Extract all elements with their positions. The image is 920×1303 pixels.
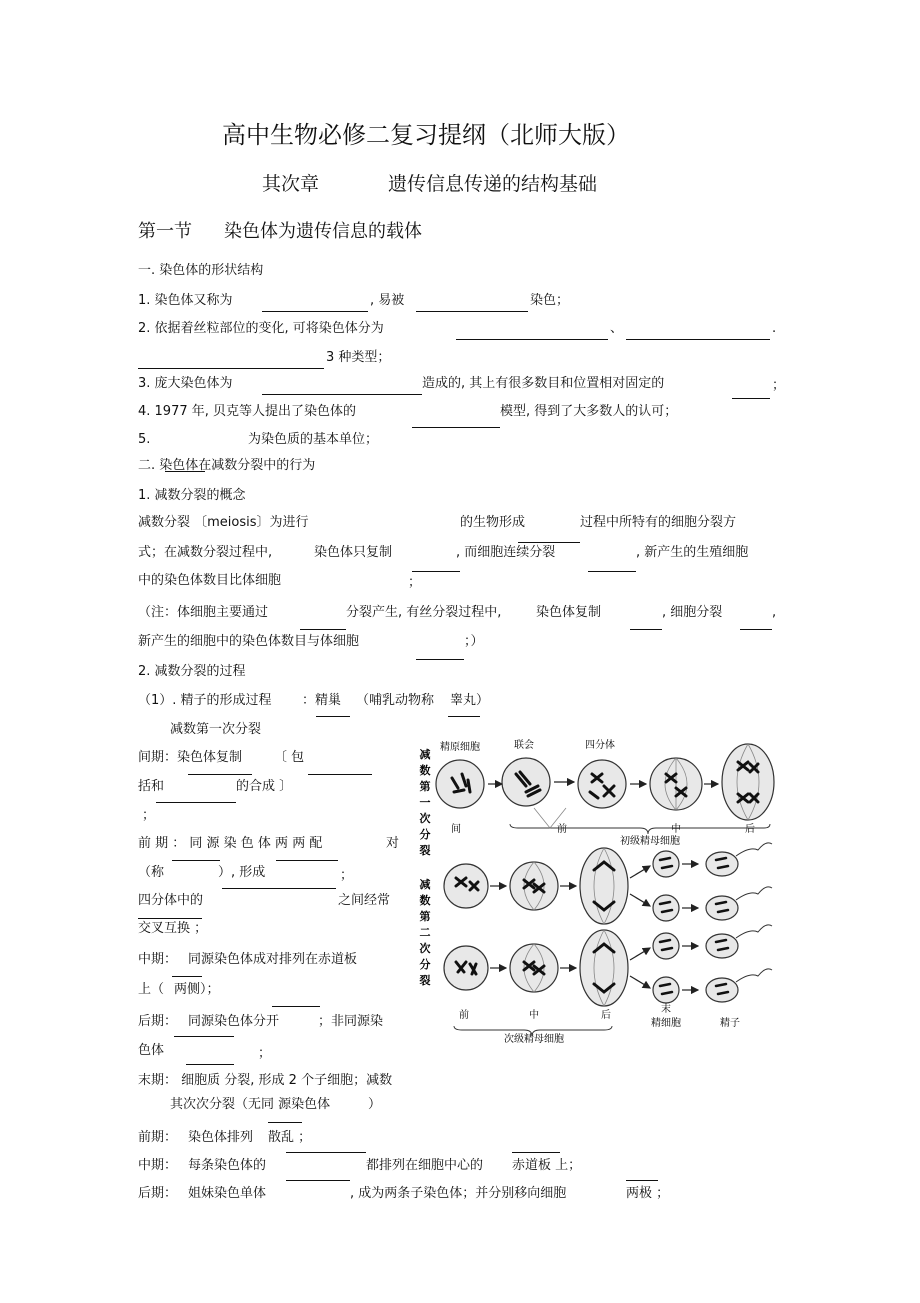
blank: [448, 716, 480, 717]
q4-text-a: 4. 1977 年, 贝克等人提出了染色体的: [138, 404, 357, 419]
q2-text-b: 、: [610, 321, 624, 336]
arrow: [630, 894, 650, 906]
blank: [416, 311, 528, 312]
blank: [512, 1152, 560, 1153]
sperm-bottom-2: [706, 969, 772, 1002]
prophase1-h: 交叉互换 ；: [138, 921, 208, 936]
q2-text-d: 3 种类型；: [326, 350, 391, 365]
concept-line2-a: 式；在减数分裂过程中,: [138, 545, 273, 560]
prophase1-c: （称: [138, 865, 165, 880]
spermatid-bottom-1: [653, 933, 679, 959]
metaphase2-c: 都排列在细胞中心的: [366, 1158, 484, 1173]
q1-text-b: , 易被: [370, 293, 405, 308]
chapter-label: 其次章: [262, 173, 320, 195]
blank: [300, 629, 346, 630]
cell-anaphase2-top: [580, 848, 628, 924]
row2-label-char: 二: [419, 926, 431, 939]
prophase1-g: 之间经常: [338, 893, 391, 908]
arrow: [630, 866, 650, 878]
interphase-c: 括和: [138, 779, 165, 794]
blank: [262, 394, 422, 395]
concept-heading: 1. 减数分裂的概念: [138, 488, 246, 503]
blank: [138, 368, 324, 369]
row2-label-char: 分: [419, 958, 431, 971]
blank: [740, 629, 772, 630]
note-line1-d: , 细胞分裂: [662, 605, 723, 620]
blank: [186, 1064, 234, 1065]
telophase1: 末期： 细胞质 分裂, 形成 2 个子细胞；减数: [138, 1073, 393, 1088]
note-line1-b: 分裂产生, 有丝分裂过程中,: [346, 605, 502, 620]
metaphase2-a: 中期：: [138, 1158, 178, 1173]
sperm-top-1: [706, 843, 772, 876]
process-heading: 2. 减数分裂的过程: [138, 664, 246, 679]
concept-line1-b: 的生物形成: [460, 515, 526, 530]
blank: [222, 888, 336, 889]
sperm-label: 精子: [720, 1018, 740, 1029]
blank: [286, 1180, 350, 1181]
brace: [510, 824, 770, 834]
row1-label-char: 次: [419, 812, 431, 825]
section-label: 第一节: [138, 221, 192, 242]
arrow: [630, 976, 650, 988]
q5-text-a: 5.: [138, 432, 151, 447]
blank: [272, 1006, 320, 1007]
sperm-process-d: 睾丸）: [450, 693, 490, 708]
blank: [626, 1180, 658, 1181]
prophase1-e: ；: [340, 868, 354, 883]
anaphase1-e: ；: [258, 1046, 272, 1061]
concept-line1-c: 过程中所特有的细胞分裂方: [580, 515, 737, 530]
page-title: 高中生物必修二复习提纲（北师大版）: [222, 121, 630, 149]
second-division-heading: 其次次分裂（无同 源染色体: [170, 1097, 331, 1112]
blank: [172, 976, 202, 977]
stage-label: 前: [459, 1010, 469, 1021]
anaphase2-d: 两极 ；: [626, 1186, 670, 1201]
row2-label-char: 减: [419, 878, 431, 891]
note-line2-b: ；）: [464, 634, 484, 649]
blank: [316, 716, 350, 717]
metaphase1-d: 两侧）；: [174, 982, 220, 997]
anaphase1-d: 色体: [138, 1043, 165, 1058]
blank: [276, 860, 338, 861]
row1-label-char: 数: [419, 764, 431, 777]
label-spermatogonium: 精原细胞: [440, 742, 480, 753]
cell-synapsis: [502, 758, 550, 806]
second-division-end: ）: [368, 1097, 382, 1112]
q3-text-c: ；: [772, 378, 786, 393]
stage-label: 后: [601, 1010, 611, 1021]
interphase-b: 〔 包: [274, 750, 305, 765]
q2-text-a: 2. 依据着丝粒部位的变化, 可将染色体分为: [138, 321, 384, 336]
q4-text-b: 模型, 得到了大多数人的认可；: [500, 404, 678, 419]
prophase1-d: ）, 形成: [218, 865, 266, 880]
sperm-process-b: ：精巢: [302, 693, 342, 708]
blank: [518, 542, 580, 543]
blank: [588, 571, 636, 572]
spermatid-top-1: [653, 851, 679, 877]
prophase2-c: 散乱 ；: [268, 1130, 312, 1145]
blank: [156, 802, 236, 803]
stage-label: 中: [529, 1010, 539, 1021]
blank: [286, 1152, 366, 1153]
metaphase1-b: 同源染色体成对排列在赤道板: [188, 952, 358, 967]
prophase1-b: 对: [386, 836, 400, 851]
stage-label: 后: [745, 824, 755, 835]
q3-text-b: 造成的, 其上有很多数目和位置相对固定的: [422, 376, 665, 391]
q5-text-b: 为染色质的基本单位；: [248, 432, 379, 447]
stage-label: 前: [557, 824, 567, 835]
concept-line2-d: , 新产生的生殖细胞: [636, 545, 749, 560]
prophase2-b: 染色体排列: [188, 1130, 254, 1145]
spermatid-label: 精细胞: [651, 1018, 681, 1029]
row2-caption: 次级精母细胞: [504, 1034, 564, 1045]
section-name: 染色体为遗传信息的载体: [224, 221, 422, 242]
row2-label-char: 第: [419, 910, 431, 923]
label-tetrad: 四分体: [585, 740, 615, 751]
blank: [138, 918, 202, 919]
spermatid-bottom-2: [653, 977, 679, 1003]
blank: [172, 860, 220, 861]
blank: [732, 398, 770, 399]
note-line1-c: 染色体复制: [536, 605, 602, 620]
chapter-name: 遗传信息传递的结构基础: [388, 173, 598, 195]
q3-text-a: 3. 庞大染色体为: [138, 376, 233, 391]
concept-line3-a: 中的染色体数目比体细胞: [138, 573, 282, 588]
prophase1-f: 四分体中的: [138, 893, 204, 908]
row2-label-char: 裂: [419, 974, 431, 987]
blank: [412, 571, 460, 572]
row1-caption: 初级精母细胞: [620, 836, 680, 847]
interphase-a: 间期：染色体复制: [138, 750, 243, 765]
stage-label: 间: [451, 824, 461, 835]
blank: [262, 311, 368, 312]
note-line2-a: 新产生的细胞中的染色体数目与体细胞: [138, 634, 360, 649]
cell-prophase2-top: [444, 864, 488, 908]
anaphase2-a: 后期：: [138, 1186, 178, 1201]
spermatid-top-2: [653, 895, 679, 921]
concept-line1-a: 减数分裂 〔meiosis〕为进行: [138, 515, 309, 530]
row1-label-char: 裂: [419, 844, 431, 857]
blank: [456, 339, 608, 340]
metaphase1-c: 上（: [138, 982, 165, 997]
note-line1-a: （注：体细胞主要通过: [138, 605, 269, 620]
sperm-bottom-1: [706, 925, 772, 958]
q1-text-c: 染色；: [530, 293, 570, 308]
cell-metaphase1: [650, 758, 702, 810]
anaphase1-b: 同源染色体分开: [188, 1014, 280, 1029]
blank: [412, 427, 500, 428]
cell-metaphase2-top: [510, 862, 558, 910]
q2-text-c: .: [772, 321, 777, 336]
cell-anaphase2-bottom: [580, 930, 628, 1006]
blank: [308, 774, 372, 775]
meiosis-diagram: [414, 736, 786, 1048]
metaphase1-a: 中期：: [138, 952, 178, 967]
cell-prophase2-bottom: [444, 946, 488, 990]
cell-tetrad: [578, 760, 626, 808]
blank: [416, 659, 464, 660]
row1-label-char: 减: [419, 748, 431, 761]
row2-label-char: 数: [419, 894, 431, 907]
blank: [188, 774, 252, 775]
blank: [165, 471, 205, 472]
label-synapsis: 联会: [514, 740, 534, 751]
prophase1-a: 前 期 ： 同 源 染 色 体 两 两 配: [138, 836, 323, 851]
metaphase2-d: 赤道板 上；: [512, 1158, 582, 1173]
anaphase2-b: 姐妹染色单体: [188, 1186, 267, 1201]
concept-line2-c: , 而细胞连续分裂: [456, 545, 556, 560]
arrow: [630, 948, 650, 960]
cell-anaphase1: [722, 744, 774, 820]
blank: [174, 1036, 234, 1037]
sperm-process-a: （1）. 精子的形成过程: [138, 693, 272, 708]
row1-label-char: 第: [419, 780, 431, 793]
first-division-heading: 减数第一次分裂: [170, 722, 262, 737]
note-line1-e: ,: [772, 605, 777, 620]
cell-interphase: [436, 760, 484, 808]
anaphase1-a: 后期：: [138, 1014, 178, 1029]
interphase-d: 的合成 〕: [236, 779, 293, 794]
row1-label-char: 分: [419, 828, 431, 841]
sperm-process-c: （哺乳动物称: [356, 693, 435, 708]
stage-label: 末: [661, 1004, 671, 1015]
sperm-top-2: [706, 887, 772, 920]
concept-line2-b: 染色体只复制: [314, 545, 393, 560]
metaphase2-b: 每条染色体的: [188, 1158, 267, 1173]
cell-metaphase2-bottom: [510, 944, 558, 992]
prophase2-a: 前期：: [138, 1130, 178, 1145]
row1-label-char: 一: [419, 796, 431, 809]
interphase-e: ；: [142, 808, 156, 823]
blank: [626, 339, 770, 340]
anaphase2-c: , 成为两条子染色体；并分别移向细胞: [350, 1186, 567, 1201]
blank: [268, 1122, 302, 1123]
part2-heading: 二. 染色体在减数分裂中的行为: [138, 458, 316, 473]
concept-line3-b: ；: [408, 575, 422, 590]
stage-label: 中: [671, 824, 681, 835]
anaphase1-c: ；非同源染: [318, 1014, 384, 1029]
row2-label-char: 次: [419, 942, 431, 955]
part1-heading: 一. 染色体的形状结构: [138, 263, 264, 278]
blank: [630, 629, 662, 630]
q1-text-a: 1. 染色体又称为: [138, 293, 233, 308]
